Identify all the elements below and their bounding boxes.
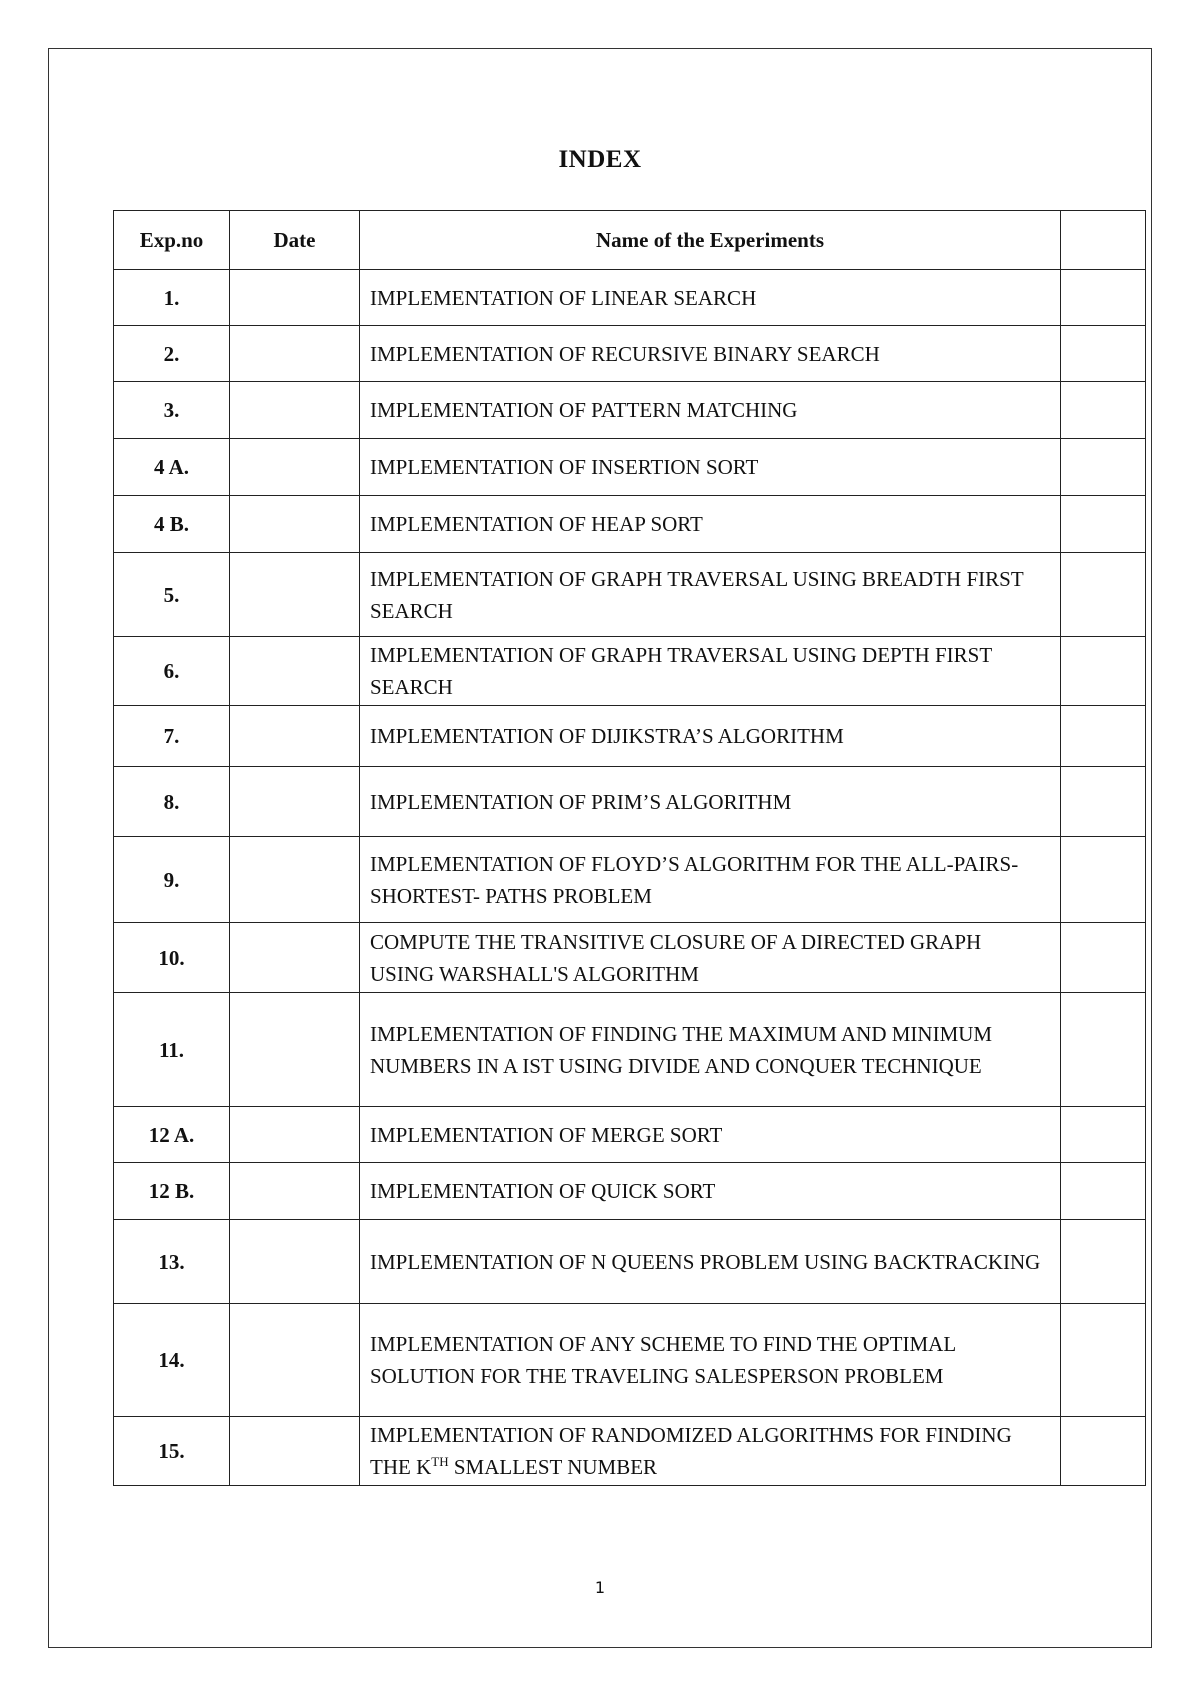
experiment-name-cell: COMPUTE THE TRANSITIVE CLOSURE OF A DIRECTED GRAPH USING WARSHALL'S ALGORITHM [360, 923, 1061, 993]
header-extra [1061, 211, 1146, 270]
experiment-name-cell: IMPLEMENTATION OF MERGE SORT [360, 1107, 1061, 1163]
date-cell [230, 270, 360, 326]
exp-no-cell: 12 B. [114, 1163, 230, 1220]
exp-no-cell: 10. [114, 923, 230, 993]
extra-cell [1061, 637, 1146, 706]
exp-no-cell: 3. [114, 382, 230, 439]
date-cell [230, 837, 360, 923]
experiment-name-cell: IMPLEMENTATION OF N QUEENS PROBLEM USING BACKTRACKING [360, 1220, 1061, 1304]
experiment-name-cell: IMPLEMENTATION OF GRAPH TRAVERSAL USING BREADTH FIRST SEARCH [360, 553, 1061, 637]
extra-cell [1061, 993, 1146, 1107]
extra-cell [1061, 1304, 1146, 1417]
extra-cell [1061, 1107, 1146, 1163]
table-row [114, 326, 1146, 382]
table-header-row [114, 211, 1146, 270]
table-row [114, 270, 1146, 326]
experiment-name-cell: IMPLEMENTATION OF INSERTION SORT [360, 439, 1061, 496]
index-table [113, 210, 1146, 1486]
experiment-name-cell: IMPLEMENTATION OF DIJIKSTRA’S ALGORITHM [360, 706, 1061, 767]
extra-cell [1061, 326, 1146, 382]
extra-cell [1061, 1417, 1146, 1486]
date-cell [230, 496, 360, 553]
table-row [114, 439, 1146, 496]
exp-no-cell: 7. [114, 706, 230, 767]
experiment-name-cell: IMPLEMENTATION OF PATTERN MATCHING [360, 382, 1061, 439]
exp-no-cell: 12 A. [114, 1107, 230, 1163]
header-date: Date [230, 211, 360, 270]
experiment-name-cell: IMPLEMENTATION OF GRAPH TRAVERSAL USING DEPTH FIRST SEARCH [360, 637, 1061, 706]
extra-cell [1061, 270, 1146, 326]
name-part: IMPLEMENTATION OF RANDOMIZED ALGORITHMS FOR FINDING THE K [370, 1423, 1012, 1479]
date-cell [230, 993, 360, 1107]
date-cell [230, 382, 360, 439]
table-row [114, 496, 1146, 553]
extra-cell [1061, 1220, 1146, 1304]
exp-no-cell: 5. [114, 553, 230, 637]
date-cell [230, 1304, 360, 1417]
extra-cell [1061, 553, 1146, 637]
experiment-name-cell: IMPLEMENTATION OF HEAP SORT [360, 496, 1061, 553]
exp-no-cell: 6. [114, 637, 230, 706]
exp-no-cell: 15. [114, 1417, 230, 1486]
table-row [114, 767, 1146, 837]
table-row [114, 553, 1146, 637]
experiment-name-cell: IMPLEMENTATION OF LINEAR SEARCH [360, 270, 1061, 326]
experiment-name-cell: IMPLEMENTATION OF PRIM’S ALGORITHM [360, 767, 1061, 837]
extra-cell [1061, 706, 1146, 767]
table-row [114, 1163, 1146, 1220]
date-cell [230, 637, 360, 706]
extra-cell [1061, 439, 1146, 496]
experiment-name-cell [360, 1417, 1061, 1486]
experiment-name-cell: IMPLEMENTATION OF FLOYD’S ALGORITHM FOR THE ALL-PAIRS- SHORTEST- PATHS PROBLEM [360, 837, 1061, 923]
table-row [114, 837, 1146, 923]
exp-no-cell: 4 B. [114, 496, 230, 553]
table-row [114, 1304, 1146, 1417]
exp-no-cell: 11. [114, 993, 230, 1107]
extra-cell [1061, 767, 1146, 837]
exp-no-cell: 2. [114, 326, 230, 382]
experiment-name-cell: IMPLEMENTATION OF FINDING THE MAXIMUM AND MINIMUM NUMBERS IN A IST USING DIVIDE AND CONQUER TECHNIQUE [360, 993, 1061, 1107]
extra-cell [1061, 382, 1146, 439]
table-row [114, 993, 1146, 1107]
extra-cell [1061, 837, 1146, 923]
date-cell [230, 1107, 360, 1163]
date-cell [230, 1417, 360, 1486]
table-row [114, 637, 1146, 706]
date-cell [230, 439, 360, 496]
header-name: Name of the Experiments [360, 211, 1061, 270]
exp-no-cell: 13. [114, 1220, 230, 1304]
exp-no-cell: 1. [114, 270, 230, 326]
date-cell [230, 923, 360, 993]
date-cell [230, 1163, 360, 1220]
extra-cell [1061, 496, 1146, 553]
date-cell [230, 553, 360, 637]
superscript: TH [431, 1454, 449, 1469]
date-cell [230, 326, 360, 382]
exp-no-cell: 4 A. [114, 439, 230, 496]
exp-no-cell: 8. [114, 767, 230, 837]
table-row [114, 923, 1146, 993]
name-part: SMALLEST NUMBER [448, 1455, 658, 1479]
page-title: INDEX [558, 146, 642, 173]
table-row [114, 1417, 1146, 1486]
table-row [114, 1107, 1146, 1163]
date-cell [230, 706, 360, 767]
experiment-name-cell: IMPLEMENTATION OF RECURSIVE BINARY SEARCH [360, 326, 1061, 382]
extra-cell [1061, 923, 1146, 993]
date-cell [230, 767, 360, 837]
table-row [114, 706, 1146, 767]
experiment-name-cell: IMPLEMENTATION OF ANY SCHEME TO FIND THE OPTIMAL SOLUTION FOR THE TRAVELING SALESPERSON PROBLEM [360, 1304, 1061, 1417]
header-exp-no: Exp.no [114, 211, 230, 270]
table-row [114, 1220, 1146, 1304]
exp-no-cell: 14. [114, 1304, 230, 1417]
table-row [114, 382, 1146, 439]
experiment-name-cell: IMPLEMENTATION OF QUICK SORT [360, 1163, 1061, 1220]
date-cell [230, 1220, 360, 1304]
exp-no-cell: 9. [114, 837, 230, 923]
page-number: 1 [594, 1578, 606, 1597]
extra-cell [1061, 1163, 1146, 1220]
